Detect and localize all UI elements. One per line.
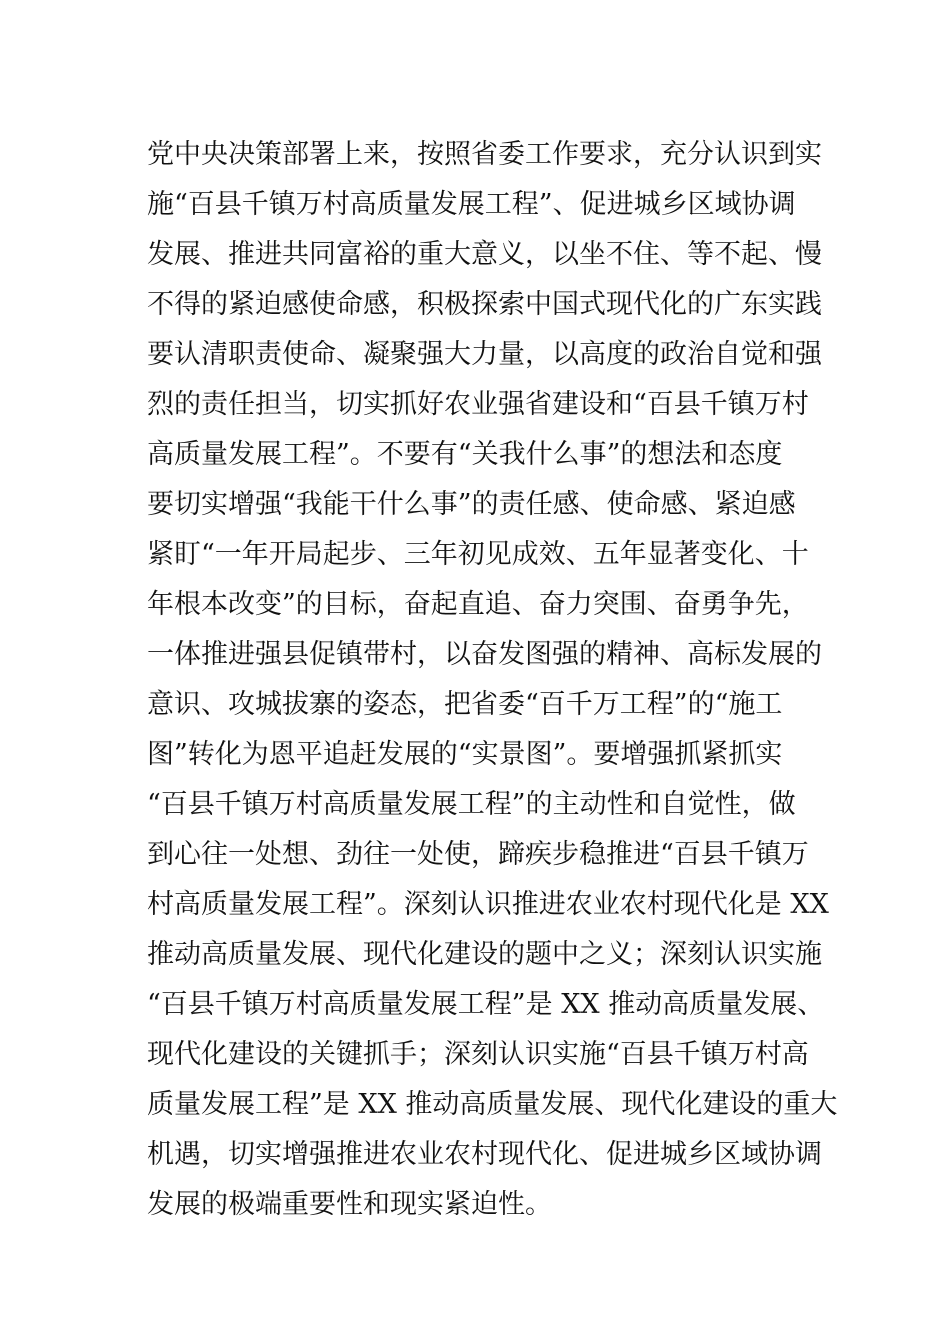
text-line: 一体推进强县促镇带村，以奋发图强的精神、高标发展的 (147, 639, 822, 670)
text-line: 烈的责任担当，切实抓好农业强省建设和“百县千镇万村 (147, 389, 809, 420)
text-line: 村高质量发展工程”。深刻认识推进农业农村现代化是 XX (147, 889, 829, 920)
text-line: 现代化建设的关键抓手；深刻认识实施“百县千镇万村高 (147, 1039, 809, 1070)
text-line: 意识、攻城拔寨的姿态，把省委“百千万工程”的“施工 (147, 689, 783, 720)
text-line: 发展、推进共同富裕的重大意义，以坐不住、等不起、慢 (147, 239, 822, 270)
body-paragraph (147, 130, 837, 1230)
text-line: “百县千镇万村高质量发展工程”是 XX 推动高质量发展、 (147, 989, 825, 1020)
text-line: 党中央决策部署上来，按照省委工作要求，充分认识到实 (147, 139, 822, 170)
text-line: 高质量发展工程”。不要有“关我什么事”的想法和态度 (147, 439, 783, 470)
text-line: 紧盯“一年开局起步、三年初见成效、五年显著变化、十 (147, 539, 809, 570)
text-line: 质量发展工程”是 XX 推动高质量发展、现代化建设的重大 (147, 1089, 838, 1120)
text-line: 要切实增强“我能干什么事”的责任感、使命感、紧迫感 (147, 489, 796, 520)
text-line: 要认清职责使命、凝聚强大力量，以高度的政治自觉和强 (147, 339, 822, 370)
text-line: 发展的极端重要性和现实紧迫性。 (147, 1189, 552, 1220)
text-line: 施“百县千镇万村高质量发展工程”、促进城乡区域协调 (147, 189, 796, 220)
text-line: 推动高质量发展、现代化建设的题中之义；深刻认识实施 (147, 939, 822, 970)
text-line: 机遇，切实增强推进农业农村现代化、促进城乡区域协调 (147, 1139, 822, 1170)
text-line: 年根本改变”的目标，奋起直追、奋力突围、奋勇争先， (147, 589, 809, 620)
text-line: “百县千镇万村高质量发展工程”的主动性和自觉性，做 (147, 789, 796, 820)
text-line: 不得的紧迫感使命感，积极探索中国式现代化的广东实践 (147, 289, 822, 320)
text-line: 到心往一处想、劲往一处使，蹄疾步稳推进“百县千镇万 (147, 839, 809, 870)
text-line: 图”转化为恩平追赶发展的“实景图”。要增强抓紧抓实 (147, 739, 783, 770)
